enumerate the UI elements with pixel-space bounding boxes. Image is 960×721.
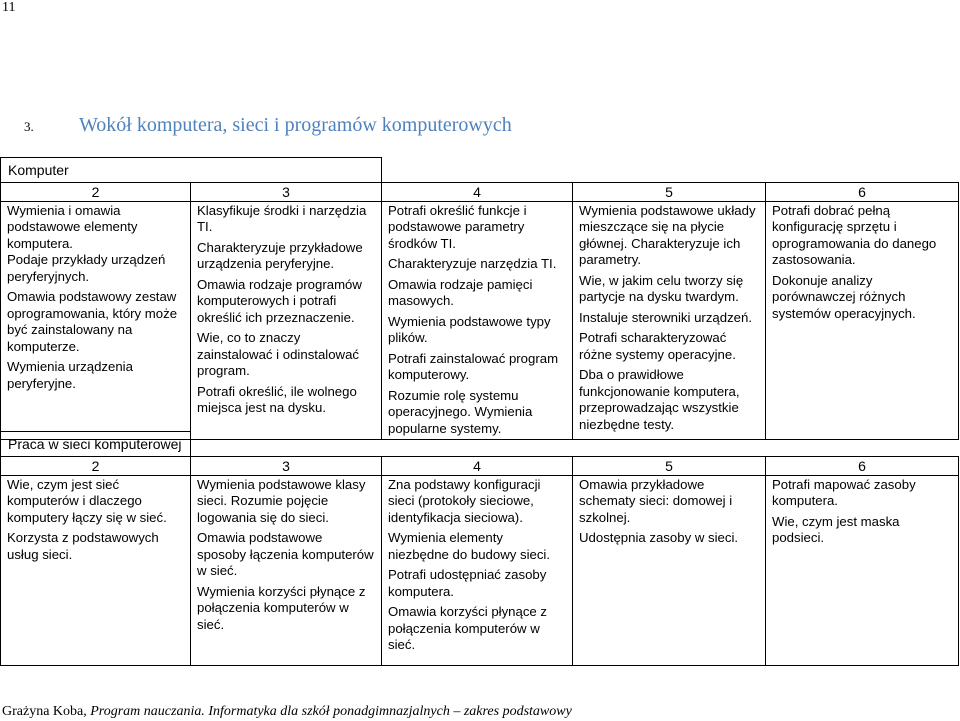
column-number-row <box>1 182 959 201</box>
column-number: 4 <box>382 456 573 475</box>
column-number: 3 <box>191 456 382 475</box>
requirements-cell <box>382 201 573 440</box>
content-row <box>1 201 959 440</box>
requirements-cell <box>766 475 959 665</box>
requirement-text: Wymienia podstawowe układy mieszczące się na płycie głównej. Charakteryzuje ich parametry. <box>579 202 756 267</box>
requirement-text: Omawia podstawowe sposoby łączenia komputerów w sieć. <box>197 530 374 578</box>
column-number: 5 <box>573 456 766 475</box>
requirement-text: Wymienia podstawowe typy plików. <box>388 313 551 345</box>
requirement-text: Dokonuje analizy porównawczej różnych systemów operacyjnych. <box>772 272 916 321</box>
table-praca-w-sieci <box>0 431 959 666</box>
table-header: Komputer <box>1 158 382 183</box>
requirement-text: Potrafi określić, ile wolnego miejsca jest na dysku. <box>197 383 357 415</box>
requirement-text: Wie, czym jest maska podsieci. <box>772 513 900 545</box>
requirement-text: Potrafi udostępniać zasoby komputera. <box>388 567 547 599</box>
requirement-text: Wie, czym jest sieć komputerów i dlaczego komputery łączy się w sieć. <box>7 476 167 525</box>
requirement-text: Omawia przykładowe schematy sieci: domowej i szkolnej. <box>579 476 733 525</box>
requirements-cell <box>573 475 766 665</box>
requirement-text: Omawia podstawowy zestaw oprogramowania, który może być zainstalowany na komputerze. <box>7 289 178 354</box>
requirements-cell <box>1 475 191 665</box>
footer-author: Grażyna Koba, <box>2 704 87 719</box>
requirement-text: Potrafi mapować zasoby komputera. <box>772 476 916 508</box>
page-footer <box>2 704 572 720</box>
requirement-text: Wie, co to znaczy zainstalować i odinstalować program. <box>197 330 359 378</box>
requirement-text: Omawia rodzaje programów komputerowych i potrafi określić ich przeznaczenie. <box>197 276 362 325</box>
requirements-cell <box>191 201 382 440</box>
requirement-text: Potrafi zainstalować program komputerowy. <box>388 350 559 382</box>
table-header-filler <box>382 158 959 183</box>
table-header-row <box>1 432 959 457</box>
column-number: 2 <box>1 456 191 475</box>
requirements-cell <box>382 475 573 665</box>
requirements-cell <box>1 201 191 440</box>
table-header-row <box>1 158 959 183</box>
requirements-cell <box>766 201 959 440</box>
column-number: 4 <box>382 182 573 201</box>
requirement-text: Wymienia urządzenia peryferyjne. <box>7 359 133 391</box>
requirement-text: Korzysta z podstawowych usług sieci. <box>7 530 159 562</box>
requirement-text: Potrafi scharakteryzować różne systemy operacyjne. <box>579 330 736 362</box>
footer-dash: – <box>453 704 461 719</box>
column-number: 2 <box>1 182 191 201</box>
table-header: Praca w sieci komputerowej <box>1 432 191 457</box>
requirement-text: Wie, w jakim celu tworzy się partycje na dysku twardym. <box>579 272 744 304</box>
footer-scope: zakres podstawowy <box>463 704 572 719</box>
requirement-text: Klasyfikuje środki i narzędzia TI. <box>197 202 367 234</box>
requirement-text: Zna podstawy konfiguracji sieci (protokoły sieciowe, identyfikacja sieciowa). <box>388 476 541 525</box>
requirement-text: Wymienia elementy niezbędne do budowy sieci. <box>388 530 551 562</box>
requirement-text: Udostępnia zasoby w sieci. <box>579 530 739 545</box>
table-komputer <box>0 157 959 440</box>
requirement-text: Podaje przykłady urządzeń peryferyjnych. <box>7 252 166 284</box>
column-number: 3 <box>191 182 382 201</box>
column-number: 6 <box>766 456 959 475</box>
content-row <box>1 475 959 665</box>
section-number: 3. <box>24 119 34 134</box>
requirement-text: Instaluje sterowniki urządzeń. <box>579 309 753 325</box>
requirement-text: Potrafi określić funkcje i podstawowe parametry środków TI. <box>388 202 527 251</box>
requirement-text: Wymienia podstawowe klasy sieci. Rozumie pojęcie logowania się do sieci. <box>197 476 366 525</box>
column-number: 5 <box>573 182 766 201</box>
requirement-text: Dba o prawidłowe funkcjonowanie komputera, przeprowadzając wszystkie niezbędne testy. <box>579 367 740 432</box>
requirements-cell <box>573 201 766 440</box>
requirement-text: Wymienia i omawia podstawowe elementy komputera. <box>7 202 138 251</box>
column-number: 6 <box>766 182 959 201</box>
section-heading <box>24 114 512 137</box>
requirement-text: Charakteryzuje narzędzia TI. <box>388 256 557 271</box>
column-number-row <box>1 456 959 475</box>
page-number: 11 <box>2 0 16 15</box>
table-header-filler <box>191 432 959 457</box>
requirements-cell <box>191 475 382 665</box>
requirement-text: Charakteryzuje przykładowe urządzenia peryferyjne. <box>197 239 363 271</box>
requirement-text: Potrafi dobrać pełną konfigurację sprzętu i oprogramowania do danego zastosowania. <box>772 202 937 267</box>
requirement-text: Omawia rodzaje pamięci masowych. <box>388 276 533 308</box>
requirement-text: Omawia korzyści płynące z połączenia komputerów w sieć. <box>388 604 548 652</box>
footer-title: Program nauczania. Informatyka dla szkół ponadgimnazjalnych <box>90 704 450 719</box>
requirement-text: Rozumie rolę systemu operacyjnego. Wymienia popularne systemy. <box>388 387 533 436</box>
requirement-text: Wymienia korzyści płynące z połączenia komputerów w sieć. <box>197 583 366 632</box>
section-title: Wokół komputera, sieci i programów komputerowych <box>79 114 512 136</box>
